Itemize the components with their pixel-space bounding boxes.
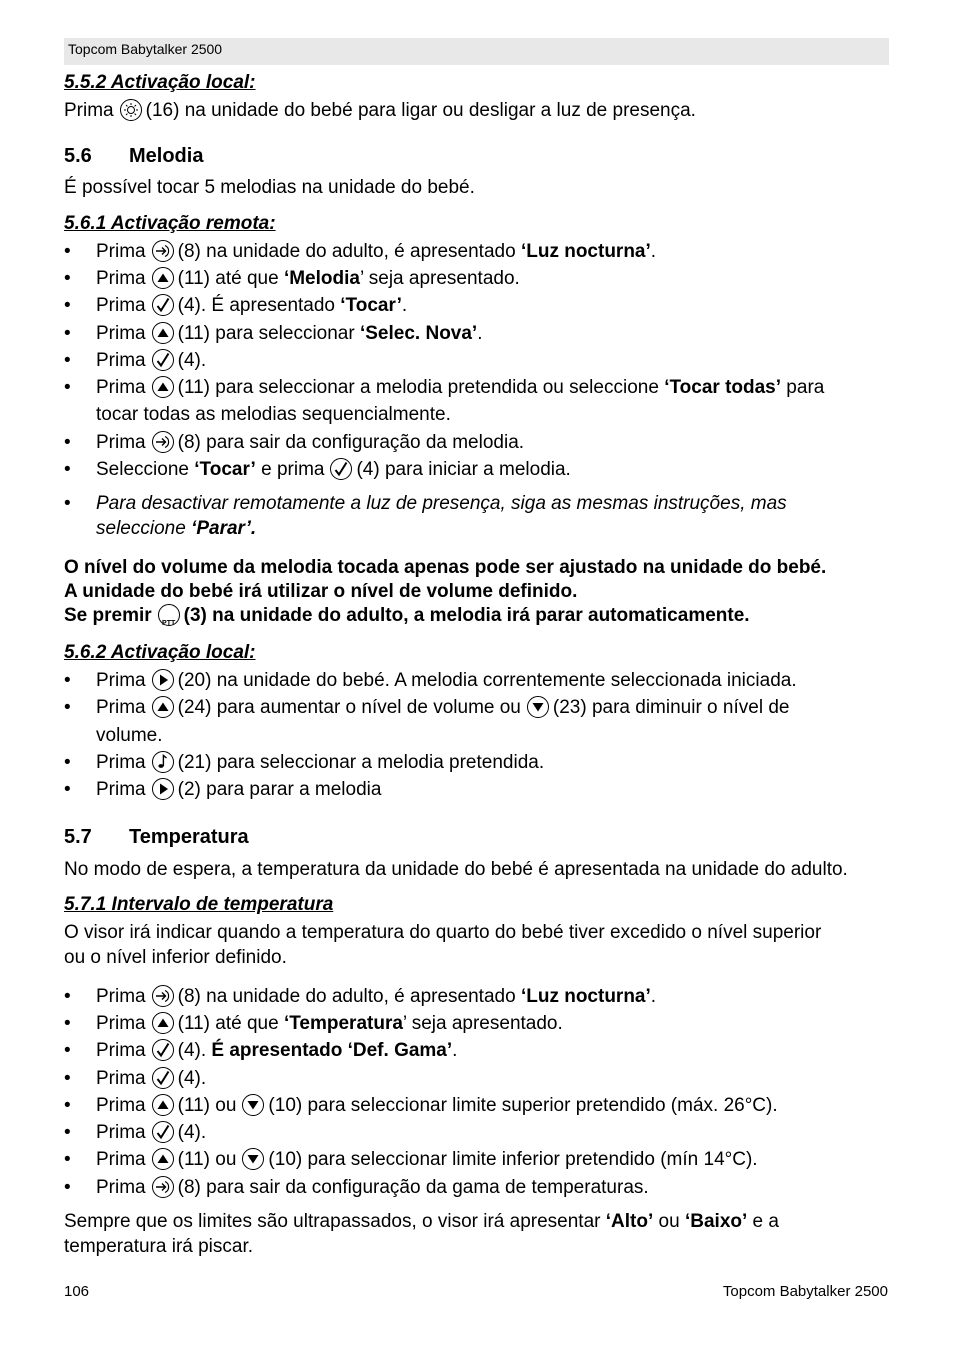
bold-paragraph-line: O nível do volume da melodia tocada apenas pode ser ajustado na unidade do bebé. bbox=[64, 557, 827, 578]
up-arrow-icon bbox=[152, 322, 174, 344]
up-arrow-icon bbox=[152, 1148, 174, 1170]
up-arrow-icon bbox=[152, 1012, 174, 1034]
menu-icon bbox=[152, 1176, 174, 1198]
paragraph-552: Prima (16) na unidade do bebé para ligar ou desligar a luz de presença. bbox=[64, 100, 696, 121]
music-note-icon bbox=[152, 751, 174, 773]
bold-paragraph-line: A unidade do bebé irá utilizar o nível de volume definido. bbox=[64, 581, 578, 602]
play-icon bbox=[152, 778, 174, 800]
paragraph-56-intro: É possível tocar 5 melodias na unidade do bebé. bbox=[64, 177, 475, 198]
play-icon bbox=[152, 669, 174, 691]
section-heading-56: 5.6 Melodia bbox=[64, 145, 204, 167]
up-arrow-icon bbox=[152, 267, 174, 289]
up-arrow-icon bbox=[152, 1094, 174, 1116]
down-arrow-icon bbox=[242, 1094, 264, 1116]
menu-icon bbox=[152, 240, 174, 262]
ok-check-icon bbox=[152, 294, 174, 316]
subsection-title-552: 5.5.2 Activação local: bbox=[64, 72, 256, 93]
footer-title: Topcom Babytalker 2500 bbox=[722, 1283, 888, 1300]
ok-check-icon bbox=[152, 1121, 174, 1143]
section-heading-57: 5.7 Temperatura bbox=[64, 826, 249, 848]
page-header bbox=[64, 38, 889, 65]
ptt-icon: PTT bbox=[158, 604, 180, 626]
ok-check-icon bbox=[152, 349, 174, 371]
paragraph-571-line: O visor irá indicar quando a temperatura do quarto do bebé tiver excedido o nível superior bbox=[64, 922, 822, 943]
up-arrow-icon bbox=[152, 696, 174, 718]
paragraph-57-intro: No modo de espera, a temperatura da unidade do bebé é apresentada na unidade do adulto. bbox=[64, 859, 848, 880]
ok-check-icon bbox=[152, 1067, 174, 1089]
paragraph-571-line: ou o nível inferior definido. bbox=[64, 947, 287, 968]
subsection-title-561: 5.6.1 Activação remota: bbox=[64, 213, 276, 234]
ok-check-icon bbox=[330, 458, 352, 480]
header-title: Topcom Babytalker 2500 bbox=[68, 41, 223, 57]
subsection-title-571: 5.7.1 Intervalo de temperatura bbox=[64, 894, 334, 915]
down-arrow-icon bbox=[242, 1148, 264, 1170]
light-icon bbox=[120, 99, 142, 121]
paragraph-571-end: temperatura irá piscar. bbox=[64, 1236, 254, 1257]
up-arrow-icon bbox=[152, 376, 174, 398]
ok-check-icon bbox=[152, 1039, 174, 1061]
subsection-title-562: 5.6.2 Activação local: bbox=[64, 642, 256, 663]
menu-icon bbox=[152, 431, 174, 453]
page-number: 106 bbox=[64, 1283, 90, 1300]
down-arrow-icon bbox=[527, 696, 549, 718]
menu-icon bbox=[152, 985, 174, 1007]
paragraph-571-end: Sempre que os limites são ultrapassados, o visor irá apresentar ‘Alto’ ou ‘Baixo’ e a bbox=[64, 1211, 779, 1232]
bold-paragraph-line: Se premir PTT (3) na unidade do adulto, a melodia irá parar automaticamente. bbox=[64, 605, 750, 627]
